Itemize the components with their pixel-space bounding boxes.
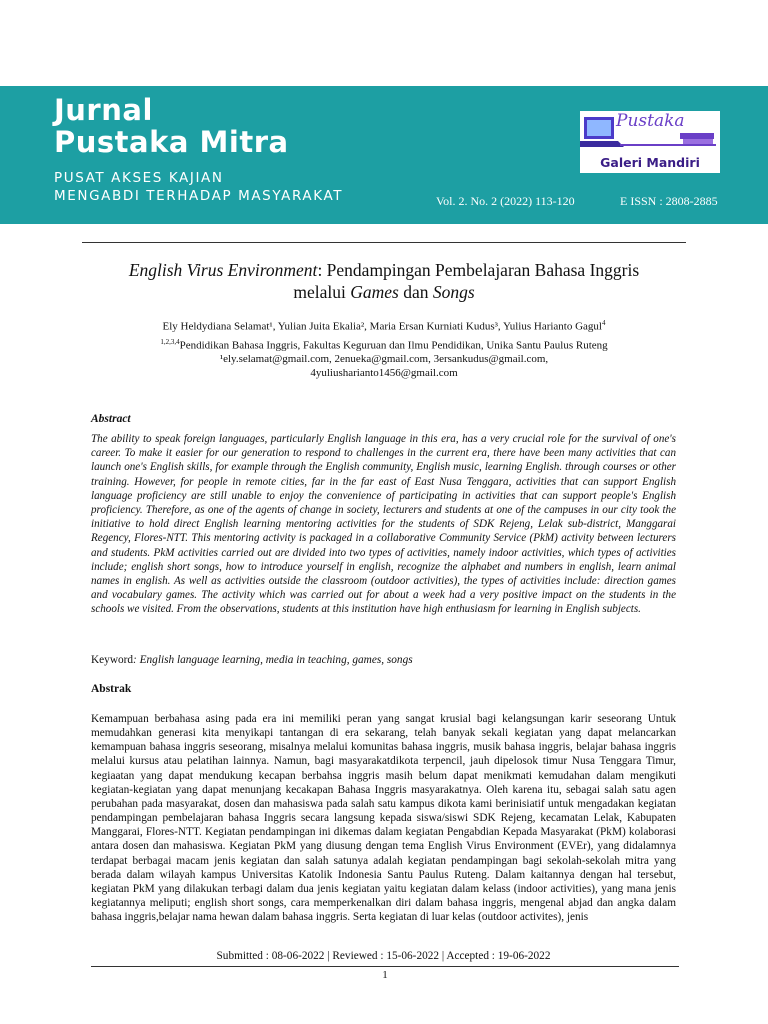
- abstrak-indonesian-text: Kemampuan berbahasa asing pada era ini memiliki peran yang sangat krusial bagi kelangsungan karir seseorang Untuk memudahkan generasi kita menyikapi tantangan di era sekarang, telah banyak sekali kegiatan yang dapat melancarkan kemampuan bahasa inggris seseorang, misalnya melalui komunitas bahasa inggris, musik bahasa inggris, belajar bahasa inggris melalui kursus atau pelatihan lainnya. Namun, bagi masyarakatdikota terpencil, jauh dipelosok timur Nusa Tenggara Timur, kegiaatan yang dapat mendukung kecapan berbahsa inggris masih belum dapat menikmati kemudahan dalam mengikuti kegiatan-kegiatan yang dapat menunjang kecakapan Bahasa Inggris masyarakatnya. Oleh karena itu, sebagai salah satu agen perubahan pada masyarakat, dosen dan mahasiswa pada salah satu kampus dikota kami berinisiatif untuk mengadakan kegiatan pendampingan pembelajaran bahasa Inggris secara langsung kepada siswa/siswi SDK Rejeng, kecamatan Lelak, Kabupaten Manggarai, Flores-NTT. Kegiatan pendampingan ini dikemas dalam kegiatan Pengabdian Kepada Masyarakat (PkM) kolaborasi antara dosen dan mahasiswa. Kegiatan PkM yang diusung dengan tema English Virus Environment (EVEr), yang didalamnya terdapat berbagai macam jenis kegiatan dan salah satunya adalah kegiatan pendampingan bagi sekolah-sekolah mitra yang berada dalam wilayah kampus Universitas Katolik Indonesia Santu Paulus Ruteng. Dalam kaitannya dengan hal tersebut, kegiatan PkM yang dilakukan terbagi dalam dua jenis kegiatan yaitu kegiatan dalam kelass (indoor activities), yang mana jenis kegiatannya meliputi; english short songs, cara memperkenalkan diri dalam bahasa inggris, mengenal abjad dan angka dalam bahasa inggris,belajar nama hewan dalam bahasa inggris. Serta kegiatan di luar kelas (outdoor activites), jenis: [91, 713, 676, 924]
- keywords-text: : English language learning, media in teaching, games, songs: [133, 654, 413, 666]
- tagline-line2: MENGABDI TERHADAP MASYARAKAT: [54, 188, 344, 204]
- journal-name: [54, 94, 289, 158]
- abstrak-heading: Abstrak: [91, 683, 132, 695]
- logo-tag-text: Galeri Mandiri: [600, 155, 700, 170]
- title-italic-part: English Virus Environment: [128, 260, 318, 280]
- affiliation-superscript: 1,2,3,4: [160, 338, 180, 346]
- paper-title-line1: [60, 259, 708, 281]
- title-rest-part: : Pendampingan Pembelajaran Bahasa Inggris: [317, 260, 640, 280]
- title-line2-part-b: dan: [398, 282, 433, 302]
- journal-tagline: [54, 169, 343, 205]
- title-line2-part-a: melalui: [293, 282, 351, 302]
- footer-rule: [91, 966, 679, 967]
- abstract-english-text: The ability to speak foreign languages, particularly English language in this era, has a very crucial role for the survival of one's career. To make it easier for our generation to respond to challenges in the current era, there have been many activities that can launch one's English skills, for example through the English community, English music, learning English. through courses or other training. However, for people in remote cities, far in the far east of East Nusa Tenggara, activities that can support English language proficiency are still unable to enjoy the convenience of participating in activities that can support people's English proficiency. Therefore, as one of the agents of change in society, lecturers and students at one of the campuses in our city took the initiative to hold direct English learning mentoring activities for the students of SDK Rejeng, Lelak sub-district, Manggarai Regency, Flores-NTT. This mentoring activity is packaged in a collaborative Community Service (PkM) activity between lecturers and students. PkM activities carried out are divided into two types of activities, namely indoor activities, which types of activities include; english short songs, how to introduce yourself in english, recognize the alphabet and numbers in english, learn animal names in english. As well as activities outside the classroom (outdoor activities), the types of activities include: direction games and vocabulary games. The activity which was carried out for about a week had a very positive impact on the students in the schools we visited. From the observations, students at this institution have high enthusiasm for learning in English subjects.: [91, 433, 676, 616]
- abstract-heading: Abstract: [91, 413, 131, 425]
- issn-info: E ISSN : 2808-2885: [620, 194, 718, 208]
- journal-name-line2: Pustaka Mitra: [54, 125, 289, 159]
- top-rule: [82, 242, 686, 243]
- submission-dates: Submitted : 08-06-2022 | Reviewed : 15-06-2022 | Accepted : 19-06-2022: [216, 950, 551, 962]
- affiliation-block: [60, 336, 708, 380]
- author4-superscript: 4: [602, 319, 606, 327]
- volume-info: Vol. 2. No. 2 (2022) 113-120: [436, 194, 575, 208]
- paper-title: [60, 259, 708, 303]
- emails-line1: ¹ely.selamat@gmail.com, 2enueka@gmail.com, 3ersankudus@gmail.com,: [219, 353, 549, 366]
- tagline-line1: PUSAT AKSES KAJIAN: [54, 170, 224, 186]
- journal-header-banner: [0, 86, 768, 224]
- affiliation-text: Pendidikan Bahasa Inggris, Fakultas Keguruan dan Ilmu Pendidikan, Unika Santu Paulus Ruteng: [179, 339, 608, 352]
- affiliation-line: [60, 336, 708, 353]
- logo-script-text: Pustaka: [616, 111, 685, 131]
- paper-title-line2: [60, 281, 708, 303]
- page-number: 1: [382, 969, 388, 981]
- publisher-logo: [580, 111, 720, 173]
- authors-text: Ely Heldydiana Selamat¹, Yulian Juita Ekalia², Maria Ersan Kurniati Kudus³, Yulius Harianto Gagul: [162, 320, 602, 333]
- emails-line2: 4yuliusharianto1456@gmail.com: [310, 366, 458, 379]
- title-games-word: Games: [350, 282, 399, 302]
- keywords-label: Keyword: [91, 654, 134, 666]
- journal-name-line1: Jurnal: [54, 93, 153, 127]
- keywords-line: [91, 654, 413, 666]
- author-list: [60, 316, 708, 334]
- title-songs-word: Songs: [432, 282, 475, 302]
